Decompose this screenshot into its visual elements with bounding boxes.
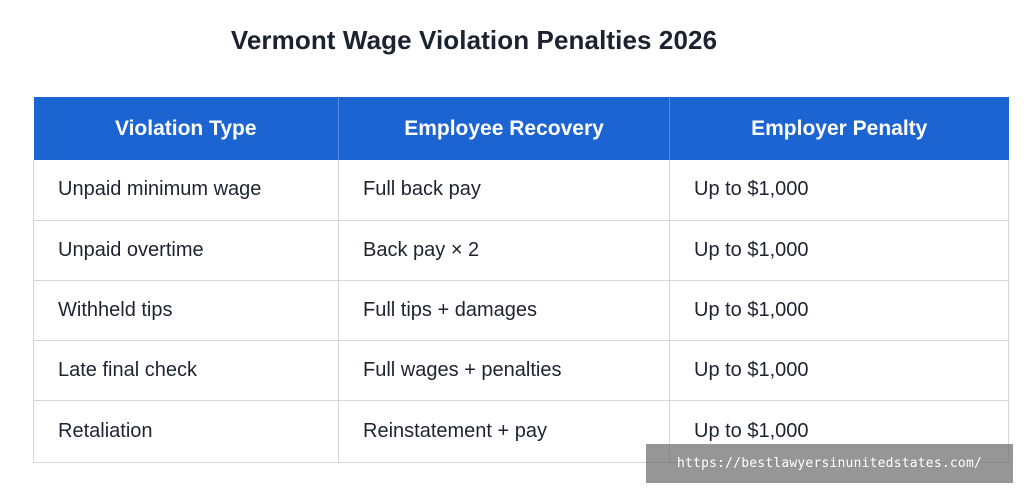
employer-penalty-cell: Up to $1,000 — [670, 160, 1009, 220]
violation-type-cell: Unpaid minimum wage — [34, 160, 339, 220]
watermark-url: https://bestlawyersinunitedstates.com/ — [646, 444, 1013, 483]
employee-recovery-cell: Full back pay — [339, 160, 670, 220]
employer-penalty-cell: Up to $1,000 — [670, 340, 1009, 400]
violation-type-cell: Late final check — [34, 340, 339, 400]
employer-penalty-cell: Up to $1,000 — [670, 220, 1009, 280]
table-header-row — [34, 97, 1009, 160]
table-row — [34, 160, 1009, 220]
penalties-table — [33, 97, 1009, 463]
employee-recovery-cell: Full wages + penalties — [339, 340, 670, 400]
header-employer-penalty: Employer Penalty — [670, 97, 1009, 160]
page-title: Vermont Wage Violation Penalties 2026 — [230, 25, 718, 55]
table-row — [34, 280, 1009, 340]
violation-type-cell: Withheld tips — [34, 280, 339, 340]
employee-recovery-cell: Back pay × 2 — [339, 220, 670, 280]
header-violation-type: Violation Type — [34, 97, 339, 160]
table-row — [34, 220, 1009, 280]
header-employee-recovery: Employee Recovery — [339, 97, 670, 160]
violation-type-cell: Retaliation — [34, 400, 339, 462]
violation-type-cell: Unpaid overtime — [34, 220, 339, 280]
employer-penalty-cell: Up to $1,000 — [670, 280, 1009, 340]
employer-penalty-cell: Up to $1,000 — [670, 400, 1009, 462]
employee-recovery-cell: Reinstatement + pay — [339, 400, 670, 462]
employee-recovery-cell: Full tips + damages — [339, 280, 670, 340]
table-row — [34, 340, 1009, 400]
